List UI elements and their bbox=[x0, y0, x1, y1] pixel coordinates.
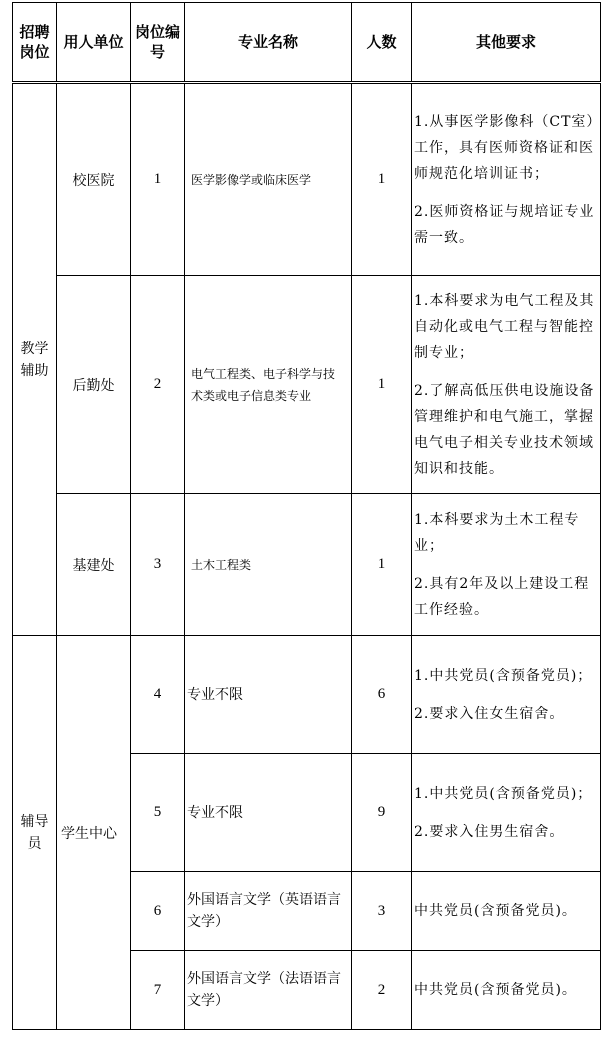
major-cell: 电气工程类、电子科学与技术类或电子信息类专业 bbox=[185, 276, 352, 494]
major-cell: 土木工程类 bbox=[185, 494, 352, 636]
unit-cell-student-center: 学生中心 bbox=[57, 636, 131, 1030]
table-row bbox=[13, 494, 601, 636]
requirement-item: 1.本科要求为土木工程专业； bbox=[414, 511, 580, 554]
header-post: 招聘岗位 bbox=[13, 3, 57, 83]
count-cell: 1 bbox=[352, 83, 412, 276]
requirement-item: 2.医师资格证与规培证专业需一致。 bbox=[414, 203, 595, 246]
count-cell: 2 bbox=[352, 951, 412, 1030]
group-teaching-support: 教学辅助 bbox=[13, 83, 57, 636]
unit-cell: 后勤处 bbox=[57, 276, 131, 494]
major-cell: 外国语言文学（法语语言文学） bbox=[185, 951, 352, 1030]
requirement-item: 2.要求入住女生宿舍。 bbox=[414, 705, 565, 722]
count-cell: 1 bbox=[352, 494, 412, 636]
requirements-cell bbox=[412, 636, 601, 754]
header-count: 人数 bbox=[352, 3, 412, 83]
count-cell: 6 bbox=[352, 636, 412, 754]
header-row bbox=[13, 3, 601, 83]
code-cell: 3 bbox=[131, 494, 185, 636]
requirement-item: 1.中共党员(含预备党员)； bbox=[414, 785, 593, 802]
header-major: 专业名称 bbox=[185, 3, 352, 83]
requirements-cell bbox=[412, 951, 601, 1030]
header-code: 岗位编号 bbox=[131, 3, 185, 83]
requirement-item: 中共党员(含预备党员)。 bbox=[414, 982, 577, 998]
code-cell: 4 bbox=[131, 636, 185, 754]
major-cell: 医学影像学或临床医学 bbox=[185, 83, 352, 276]
unit-cell: 校医院 bbox=[57, 83, 131, 276]
requirement-item: 1.从事医学影像科（CT室）工作，具有医师资格证和医师规范化培训证书； bbox=[414, 113, 595, 182]
count-cell: 3 bbox=[352, 872, 412, 951]
count-cell: 1 bbox=[352, 276, 412, 494]
requirements-cell bbox=[412, 872, 601, 951]
recruitment-table bbox=[12, 2, 601, 1030]
table-row bbox=[13, 636, 601, 754]
requirements-cell bbox=[412, 754, 601, 872]
code-cell: 7 bbox=[131, 951, 185, 1030]
requirements-cell bbox=[412, 83, 601, 276]
code-cell: 1 bbox=[131, 83, 185, 276]
code-cell: 2 bbox=[131, 276, 185, 494]
group-counselor: 辅导员 bbox=[13, 636, 57, 1030]
unit-cell: 基建处 bbox=[57, 494, 131, 636]
major-cell: 专业不限 bbox=[185, 636, 352, 754]
requirement-item: 1.本科要求为电气工程及其自动化或电气工程与智能控制专业； bbox=[414, 292, 595, 361]
requirement-item: 中共党员(含预备党员)。 bbox=[414, 903, 577, 919]
requirement-item: 2.了解高低压供电设施设备管理维护和电气施工，掌握电气电子相关专业技术领域知识和技能。 bbox=[414, 382, 595, 477]
requirements-cell bbox=[412, 494, 601, 636]
code-cell: 5 bbox=[131, 754, 185, 872]
header-other: 其他要求 bbox=[412, 3, 601, 83]
code-cell: 6 bbox=[131, 872, 185, 951]
count-cell: 9 bbox=[352, 754, 412, 872]
requirement-item: 2.要求入住男生宿舍。 bbox=[414, 823, 565, 840]
requirement-item: 1.中共党员(含预备党员)； bbox=[414, 667, 593, 684]
table-row bbox=[13, 276, 601, 494]
header-unit: 用人单位 bbox=[57, 3, 131, 83]
requirements-cell bbox=[412, 276, 601, 494]
major-cell: 专业不限 bbox=[185, 754, 352, 872]
requirement-item: 2.具有2年及以上建设工程工作经验。 bbox=[414, 575, 590, 618]
table-row bbox=[13, 83, 601, 276]
major-cell: 外国语言文学（英语语言文学） bbox=[185, 872, 352, 951]
